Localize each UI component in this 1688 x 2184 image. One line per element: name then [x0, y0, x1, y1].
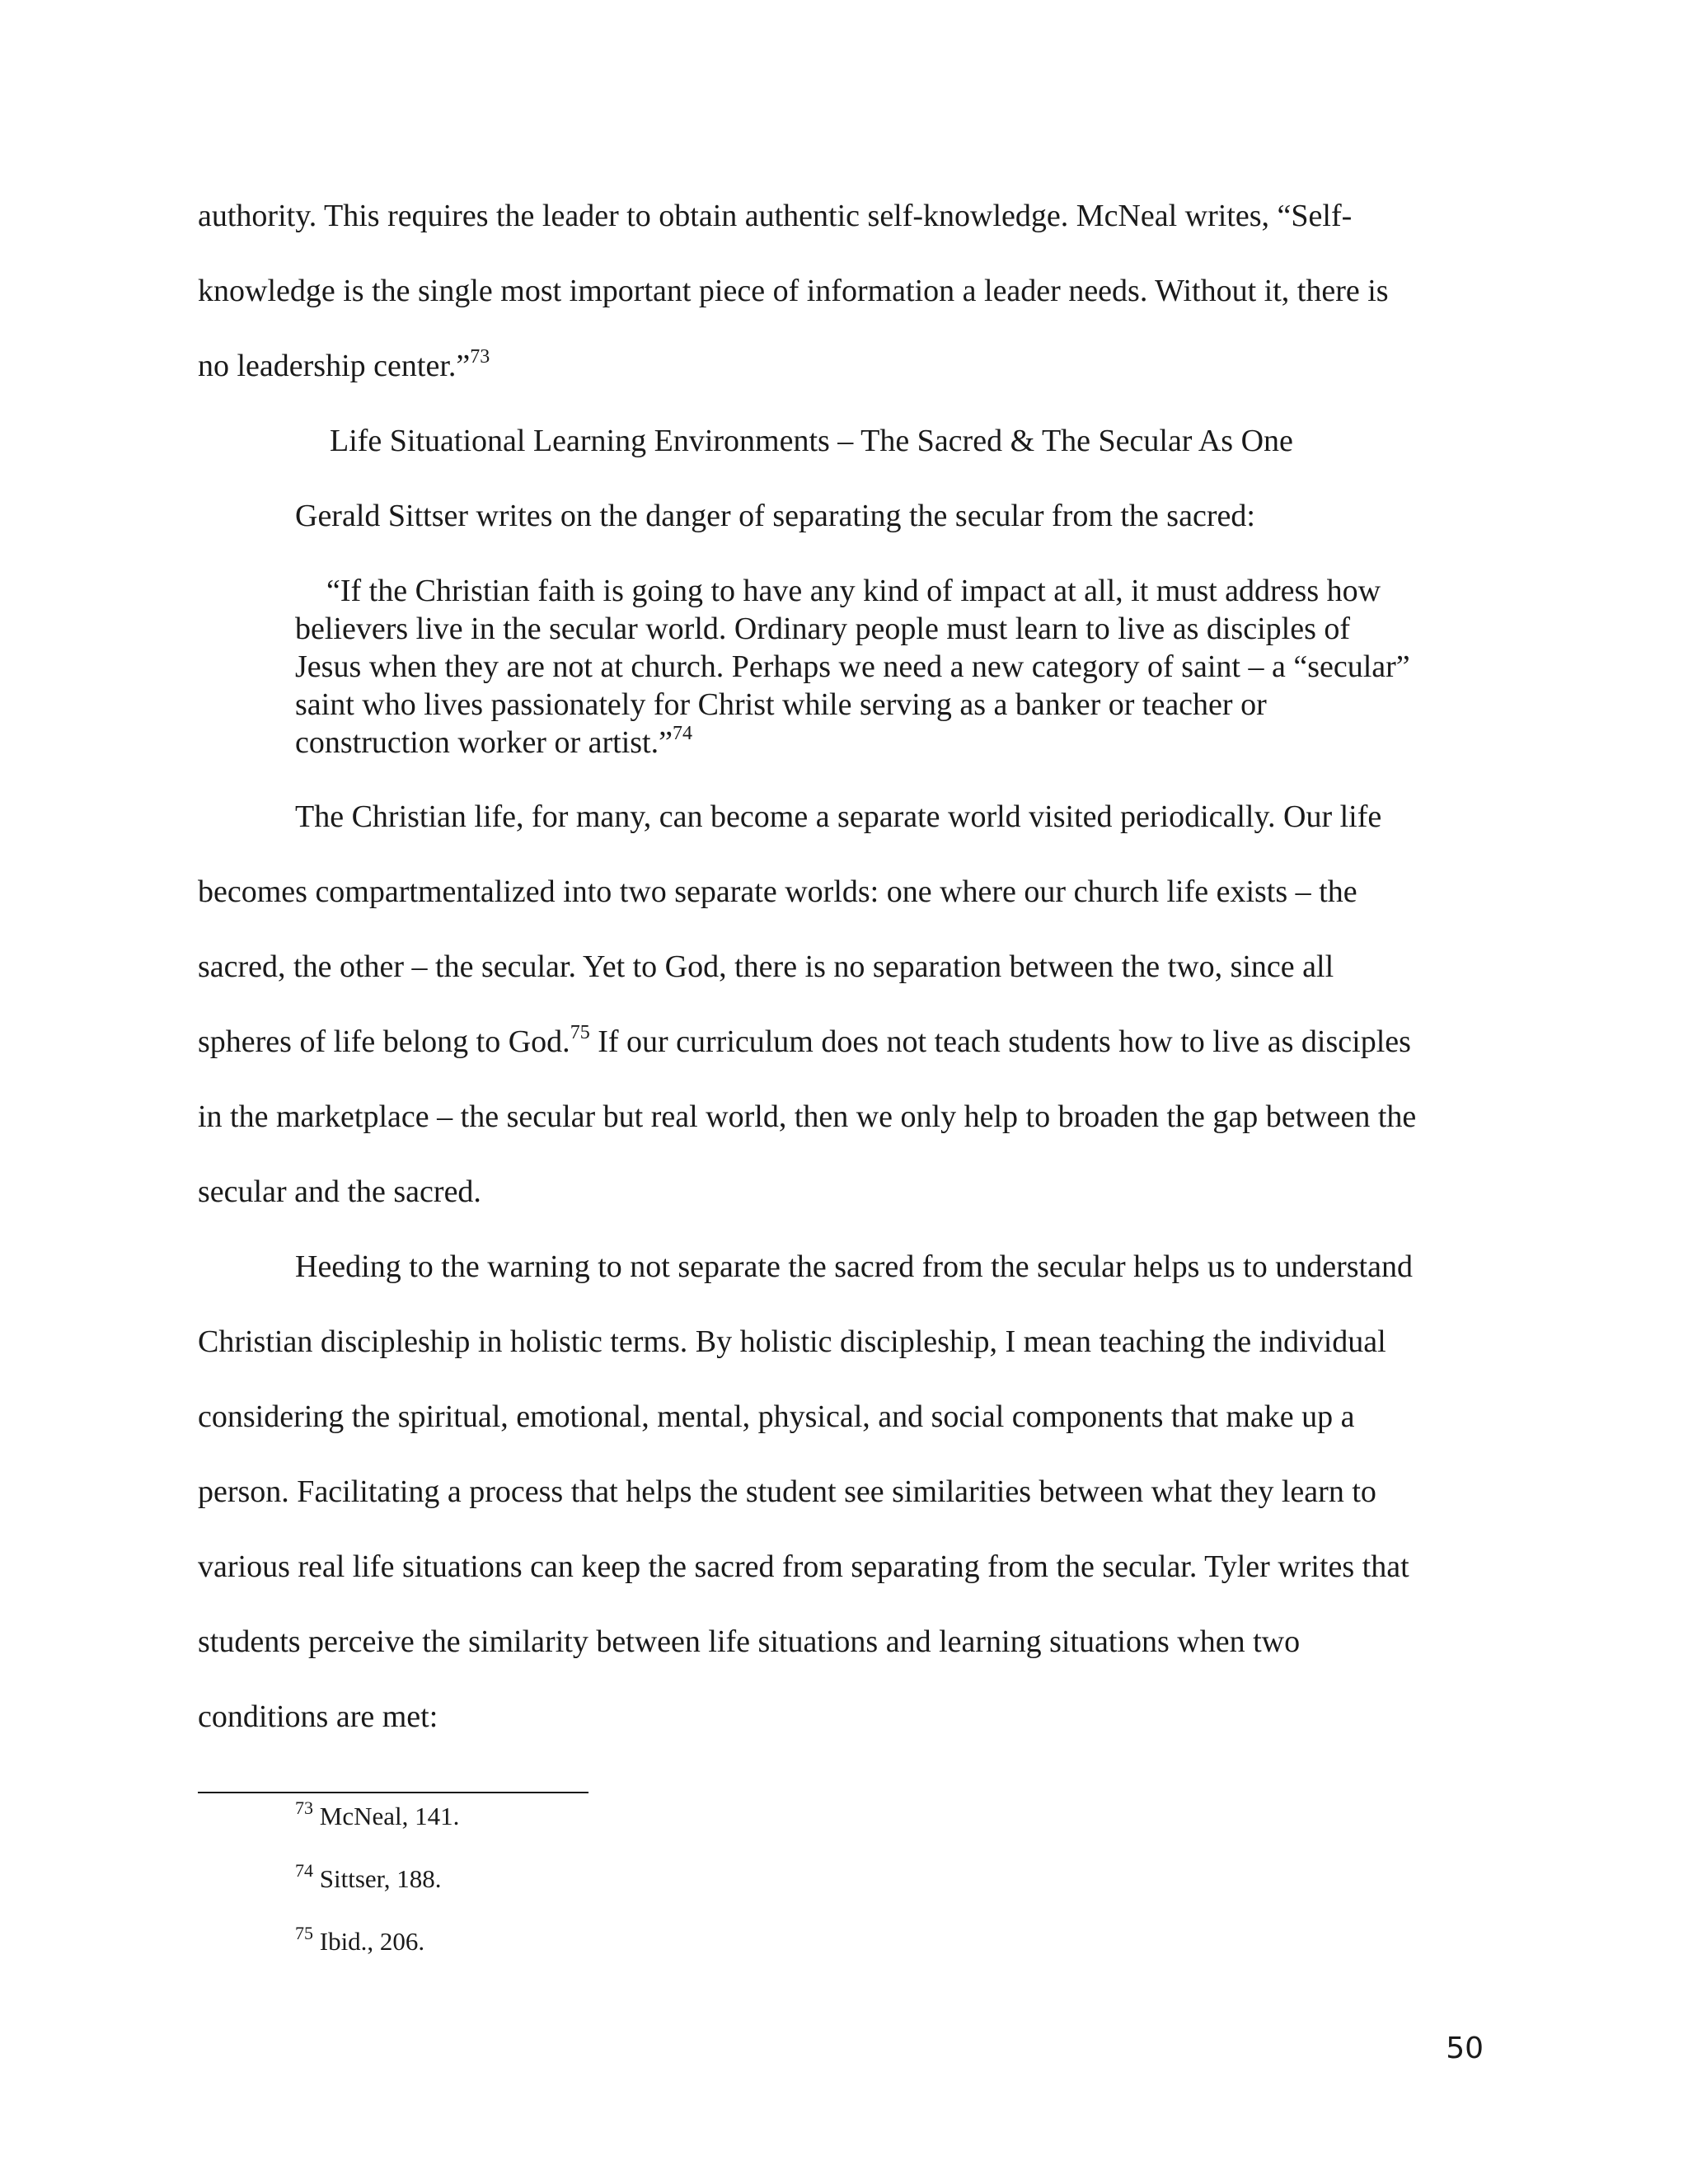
- body-text-line: becomes compartmentalized into two separate worlds: one where our church life exists – the: [198, 874, 1357, 909]
- footnote-text: Ibid., 206.: [313, 1927, 425, 1956]
- body-text-line: in the marketplace – the secular but real world, then we only help to broaden the gap between the: [198, 1099, 1417, 1134]
- body-text-span: spheres of life belong to God.: [198, 1024, 570, 1059]
- quote-span: construction worker or artist.”: [295, 725, 673, 760]
- body-text-line: knowledge is the single most important piece of information a leader needs. Without it, there is: [198, 274, 1389, 308]
- section-heading: Life Situational Learning Environments – The Sacred & The Secular As One: [330, 424, 1293, 458]
- body-text-line: Heeding to the warning to not separate the sacred from the secular helps us to understand: [295, 1249, 1413, 1284]
- footnote-text: Sittser, 188.: [313, 1864, 442, 1893]
- body-text-line: [198, 347, 490, 389]
- body-text-line: authority. This requires the leader to obtain authentic self-knowledge. McNeal writes, “Self-: [198, 199, 1353, 233]
- body-text-line: The Christian life, for many, can become a separate world visited periodically. Our life: [295, 799, 1382, 834]
- quote-line: saint who lives passionately for Christ while serving as a banker or teacher or: [295, 687, 1267, 722]
- body-text-line: Christian discipleship in holistic terms. By holistic discipleship, I mean teaching the individual: [198, 1324, 1386, 1359]
- footnote: [295, 1925, 424, 1961]
- body-text-line: [198, 1023, 1411, 1065]
- body-text-line: sacred, the other – the secular. Yet to God, there is no separation between the two, since all: [198, 949, 1334, 984]
- page-number: 50: [1446, 2032, 1484, 2065]
- body-text-line: students perceive the similarity between life situations and learning situations when two: [198, 1624, 1301, 1659]
- footnote-reference[interactable]: 75: [570, 1022, 590, 1043]
- body-text-line: secular and the sacred.: [198, 1174, 481, 1209]
- body-text-line: Gerald Sittser writes on the danger of separating the secular from the sacred:: [295, 499, 1255, 533]
- footnote-number: 74: [295, 1860, 313, 1881]
- footnote-reference[interactable]: 74: [672, 723, 692, 744]
- footnote-separator: [198, 1792, 588, 1793]
- footnote-text: McNeal, 141.: [313, 1802, 460, 1830]
- body-text-span: If our curriculum does not teach students how to live as disciples: [589, 1024, 1411, 1059]
- body-text-line: various real life situations can keep the sacred from separating from the secular. Tyler writes that: [198, 1549, 1409, 1584]
- body-text-line: person. Facilitating a process that helps the student see similarities between what they learn to: [198, 1474, 1376, 1509]
- quote-line: [295, 724, 692, 766]
- body-text-line: conditions are met:: [198, 1699, 438, 1734]
- quote-line: “If the Christian faith is going to have any kind of impact at all, it must address how: [326, 574, 1381, 608]
- footnote: [295, 1860, 442, 1898]
- footnote-reference[interactable]: 73: [470, 346, 490, 368]
- footnote-number: 75: [295, 1923, 313, 1943]
- body-text-span: no leadership center.”: [198, 349, 471, 383]
- footnote-number: 73: [295, 1797, 313, 1818]
- quote-line: Jesus when they are not at church. Perhaps we need a new category of saint – a “secular”: [295, 649, 1410, 684]
- quote-line: believers live in the secular world. Ordinary people must learn to live as disciples of: [295, 612, 1351, 646]
- footnote: [295, 1797, 460, 1835]
- body-text-line: considering the spiritual, emotional, mental, physical, and social components that make up a: [198, 1399, 1355, 1434]
